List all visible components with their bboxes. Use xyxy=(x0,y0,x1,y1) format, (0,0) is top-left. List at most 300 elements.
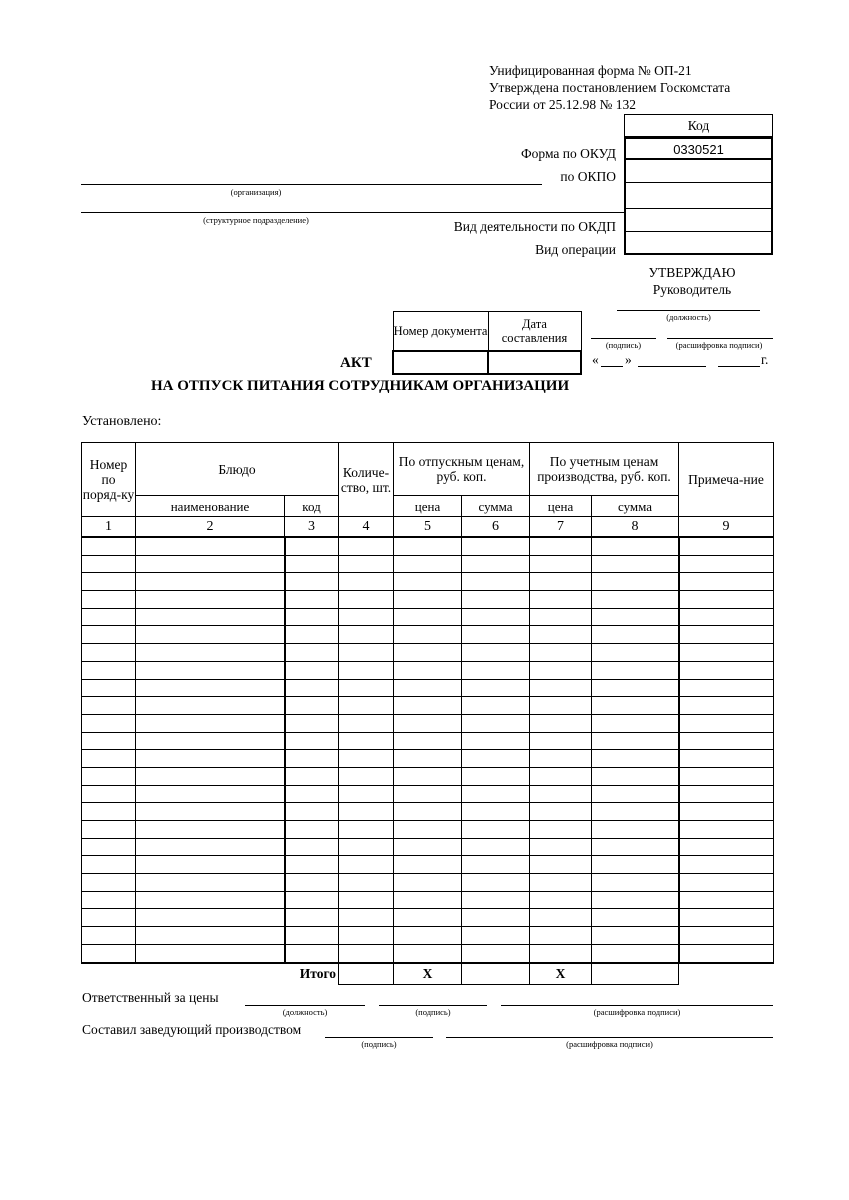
cell-quantity[interactable] xyxy=(339,767,394,785)
header-dish: Блюдо xyxy=(136,443,339,496)
table-row xyxy=(82,891,774,909)
cell-note[interactable] xyxy=(679,644,774,662)
document-number-field[interactable] xyxy=(393,351,488,374)
cell-note[interactable] xyxy=(679,803,774,821)
cell-note[interactable] xyxy=(679,838,774,856)
cell-release-sum[interactable] xyxy=(462,714,530,732)
quote-open: « xyxy=(592,352,599,367)
organization-line[interactable] xyxy=(81,184,542,185)
cell-row-number[interactable] xyxy=(82,608,136,626)
cell-release-price[interactable] xyxy=(394,573,462,591)
cell-release-sum[interactable] xyxy=(462,909,530,927)
cell-note[interactable] xyxy=(679,856,774,874)
code-box xyxy=(624,114,773,255)
cell-dish-name[interactable] xyxy=(136,626,285,644)
cell-quantity[interactable] xyxy=(339,732,394,750)
cell-quantity[interactable] xyxy=(339,714,394,732)
cell-release-price[interactable] xyxy=(394,838,462,856)
document-number-header: Номер документа xyxy=(393,312,488,352)
table-row xyxy=(82,591,774,609)
cell-accounting-price[interactable] xyxy=(530,714,592,732)
cell-quantity[interactable] xyxy=(339,909,394,927)
okdp-label: Вид деятельности по ОКДП xyxy=(453,219,616,234)
cell-release-sum[interactable] xyxy=(462,644,530,662)
cell-accounting-sum[interactable] xyxy=(592,573,679,591)
cell-dish-code[interactable] xyxy=(285,626,339,644)
cell-release-price[interactable] xyxy=(394,927,462,945)
cell-dish-name[interactable] xyxy=(136,767,285,785)
cell-accounting-sum[interactable] xyxy=(592,608,679,626)
cell-release-price[interactable] xyxy=(394,697,462,715)
cell-accounting-sum[interactable] xyxy=(592,555,679,573)
cell-accounting-sum[interactable] xyxy=(592,803,679,821)
act-title: АКТ xyxy=(340,355,372,371)
cell-row-number[interactable] xyxy=(82,927,136,945)
cell-accounting-sum[interactable] xyxy=(592,874,679,892)
organization-caption: (организация) xyxy=(230,187,282,197)
cell-row-number[interactable] xyxy=(82,874,136,892)
cell-accounting-price[interactable] xyxy=(530,573,592,591)
cell-dish-name[interactable] xyxy=(136,697,285,715)
cell-row-number[interactable] xyxy=(82,821,136,839)
cell-dish-name[interactable] xyxy=(136,537,285,555)
table-row xyxy=(82,732,774,750)
cell-dish-code[interactable] xyxy=(285,785,339,803)
header-dish-name: наименование xyxy=(136,496,285,517)
compiled-decode-line[interactable] xyxy=(446,1037,773,1038)
cell-accounting-sum[interactable] xyxy=(592,838,679,856)
cell-dish-name[interactable] xyxy=(136,838,285,856)
cell-accounting-sum[interactable] xyxy=(592,856,679,874)
cell-row-number[interactable] xyxy=(82,537,136,555)
cell-dish-code[interactable] xyxy=(285,573,339,591)
cell-accounting-price[interactable] xyxy=(530,591,592,609)
cell-dish-name[interactable] xyxy=(136,821,285,839)
cell-release-price[interactable] xyxy=(394,626,462,644)
cell-quantity[interactable] xyxy=(339,591,394,609)
cell-release-price[interactable] xyxy=(394,803,462,821)
cell-dish-name[interactable] xyxy=(136,874,285,892)
cell-dish-code[interactable] xyxy=(285,874,339,892)
table-row xyxy=(82,714,774,732)
cell-dish-code[interactable] xyxy=(285,767,339,785)
cell-release-price[interactable] xyxy=(394,661,462,679)
cell-quantity[interactable] xyxy=(339,573,394,591)
cell-note[interactable] xyxy=(679,555,774,573)
cell-dish-code[interactable] xyxy=(285,856,339,874)
cell-quantity[interactable] xyxy=(339,679,394,697)
column-number: 9 xyxy=(679,517,774,538)
cell-release-price[interactable] xyxy=(394,679,462,697)
cell-dish-name[interactable] xyxy=(136,714,285,732)
cell-dish-name[interactable] xyxy=(136,555,285,573)
approve-label: УТВЕРЖДАЮ xyxy=(648,265,736,280)
cell-release-price[interactable] xyxy=(394,555,462,573)
table-row xyxy=(82,856,774,874)
cell-release-price[interactable] xyxy=(394,732,462,750)
approve-month-line[interactable] xyxy=(638,366,706,367)
cell-accounting-sum[interactable] xyxy=(592,927,679,945)
head-decode-caption: (расшифровка подписи) xyxy=(675,340,763,350)
column-number: 5 xyxy=(394,517,462,538)
cell-accounting-sum[interactable] xyxy=(592,909,679,927)
compiled-decode-caption: (расшифровка подписи) xyxy=(566,1039,653,1049)
responsible-decode-caption: (расшифровка подписи) xyxy=(593,1007,681,1017)
cell-release-sum[interactable] xyxy=(462,537,530,555)
cell-accounting-price[interactable] xyxy=(530,944,592,962)
cell-note[interactable] xyxy=(679,697,774,715)
cell-dish-code[interactable] xyxy=(285,661,339,679)
cell-dish-name[interactable] xyxy=(136,944,285,962)
cell-quantity[interactable] xyxy=(339,838,394,856)
responsible-position-line[interactable] xyxy=(245,1005,365,1006)
cell-row-number[interactable] xyxy=(82,767,136,785)
cell-release-sum[interactable] xyxy=(462,679,530,697)
cell-release-price[interactable] xyxy=(394,821,462,839)
cell-row-number[interactable] xyxy=(82,661,136,679)
total-accounting-sum[interactable] xyxy=(592,963,679,985)
cell-accounting-sum[interactable] xyxy=(592,591,679,609)
cell-dish-code[interactable] xyxy=(285,732,339,750)
compiled-label: Составил заведующий производством xyxy=(82,1022,302,1037)
cell-note[interactable] xyxy=(679,714,774,732)
cell-quantity[interactable] xyxy=(339,874,394,892)
responsible-signature-caption: (подпись) xyxy=(415,1007,451,1017)
cell-quantity[interactable] xyxy=(339,697,394,715)
cell-accounting-price[interactable] xyxy=(530,750,592,768)
approve-year-line[interactable] xyxy=(718,366,760,367)
division-line[interactable] xyxy=(81,212,624,213)
cell-row-number[interactable] xyxy=(82,591,136,609)
cell-quantity[interactable] xyxy=(339,537,394,555)
total-release-sum[interactable] xyxy=(462,963,530,985)
cell-release-sum[interactable] xyxy=(462,750,530,768)
cell-quantity[interactable] xyxy=(339,644,394,662)
cell-accounting-price[interactable] xyxy=(530,927,592,945)
cell-release-sum[interactable] xyxy=(462,573,530,591)
cell-accounting-price[interactable] xyxy=(530,608,592,626)
cell-release-price[interactable] xyxy=(394,891,462,909)
cell-dish-code[interactable] xyxy=(285,803,339,821)
cell-release-sum[interactable] xyxy=(462,821,530,839)
cell-note[interactable] xyxy=(679,591,774,609)
cell-row-number[interactable] xyxy=(82,679,136,697)
head-decode-line[interactable] xyxy=(667,338,773,339)
compiled-signature-line[interactable] xyxy=(325,1037,433,1038)
cell-accounting-price[interactable] xyxy=(530,767,592,785)
responsible-signature-line[interactable] xyxy=(379,1005,487,1006)
cell-row-number[interactable] xyxy=(82,573,136,591)
cell-dish-code[interactable] xyxy=(285,537,339,555)
approve-day-line[interactable] xyxy=(601,366,623,367)
cell-dish-code[interactable] xyxy=(285,927,339,945)
table-row xyxy=(82,679,774,697)
cell-accounting-price[interactable] xyxy=(530,555,592,573)
cell-dish-code[interactable] xyxy=(285,591,339,609)
table-row xyxy=(82,874,774,892)
cell-row-number[interactable] xyxy=(82,803,136,821)
cell-accounting-sum[interactable] xyxy=(592,891,679,909)
cell-dish-name[interactable] xyxy=(136,732,285,750)
cell-row-number[interactable] xyxy=(82,714,136,732)
cell-quantity[interactable] xyxy=(339,944,394,962)
cell-note[interactable] xyxy=(679,626,774,644)
cell-dish-name[interactable] xyxy=(136,891,285,909)
cell-dish-code[interactable] xyxy=(285,821,339,839)
cell-release-price[interactable] xyxy=(394,944,462,962)
cell-dish-name[interactable] xyxy=(136,573,285,591)
cell-dish-code[interactable] xyxy=(285,714,339,732)
cell-release-sum[interactable] xyxy=(462,803,530,821)
column-number: 3 xyxy=(285,517,339,538)
cell-row-number[interactable] xyxy=(82,732,136,750)
header-quantity: Количе-ство, шт. xyxy=(339,443,394,517)
cell-note[interactable] xyxy=(679,608,774,626)
cell-dish-name[interactable] xyxy=(136,644,285,662)
cell-dish-code[interactable] xyxy=(285,944,339,962)
cell-release-sum[interactable] xyxy=(462,838,530,856)
cell-accounting-price[interactable] xyxy=(530,891,592,909)
cell-note[interactable] xyxy=(679,944,774,962)
cell-release-price[interactable] xyxy=(394,714,462,732)
cell-accounting-sum[interactable] xyxy=(592,750,679,768)
cell-note[interactable] xyxy=(679,537,774,555)
cell-dish-code[interactable] xyxy=(285,679,339,697)
cell-release-sum[interactable] xyxy=(462,697,530,715)
header-release-sum: сумма xyxy=(462,496,530,517)
cell-row-number[interactable] xyxy=(82,644,136,662)
cell-release-sum[interactable] xyxy=(462,944,530,962)
cell-accounting-price[interactable] xyxy=(530,785,592,803)
cell-quantity[interactable] xyxy=(339,856,394,874)
cell-note[interactable] xyxy=(679,573,774,591)
head-position-line[interactable] xyxy=(617,310,760,311)
cell-dish-name[interactable] xyxy=(136,591,285,609)
table-row xyxy=(82,785,774,803)
total-row xyxy=(82,963,774,985)
operation-code-field[interactable] xyxy=(624,232,773,255)
cell-quantity[interactable] xyxy=(339,803,394,821)
cell-note[interactable] xyxy=(679,679,774,697)
header-release-price: цена xyxy=(394,496,462,517)
table-row xyxy=(82,626,774,644)
cell-accounting-sum[interactable] xyxy=(592,714,679,732)
cell-accounting-sum[interactable] xyxy=(592,732,679,750)
okdp-code-field[interactable] xyxy=(624,209,773,232)
cell-release-price[interactable] xyxy=(394,874,462,892)
cell-row-number[interactable] xyxy=(82,697,136,715)
cell-quantity[interactable] xyxy=(339,821,394,839)
document-date-field[interactable] xyxy=(488,351,581,374)
cell-accounting-price[interactable] xyxy=(530,803,592,821)
column-number: 2 xyxy=(136,517,285,538)
cell-note[interactable] xyxy=(679,821,774,839)
cell-dish-name[interactable] xyxy=(136,661,285,679)
cell-accounting-sum[interactable] xyxy=(592,626,679,644)
form-approval-date-line: России от 25.12.98 № 132 xyxy=(489,97,637,112)
responsible-label: Ответственный за цены xyxy=(82,990,219,1005)
cell-dish-code[interactable] xyxy=(285,838,339,856)
cell-accounting-price[interactable] xyxy=(530,874,592,892)
form-number-line: Унифицированная форма № ОП-21 xyxy=(489,63,692,78)
header-release-prices: По отпускным ценам, руб. коп. xyxy=(394,443,530,496)
table-row xyxy=(82,944,774,962)
cell-release-price[interactable] xyxy=(394,767,462,785)
cell-quantity[interactable] xyxy=(339,661,394,679)
cell-dish-name[interactable] xyxy=(136,608,285,626)
year-suffix: г. xyxy=(761,352,769,367)
head-signature-line[interactable] xyxy=(591,338,656,339)
total-spacer xyxy=(82,963,136,985)
cell-note[interactable] xyxy=(679,767,774,785)
cell-release-sum[interactable] xyxy=(462,661,530,679)
cell-dish-code[interactable] xyxy=(285,608,339,626)
document-number-table xyxy=(392,311,582,375)
cell-dish-code[interactable] xyxy=(285,697,339,715)
cell-release-price[interactable] xyxy=(394,856,462,874)
cell-accounting-sum[interactable] xyxy=(592,767,679,785)
cell-dish-name[interactable] xyxy=(136,750,285,768)
operation-label: Вид операции xyxy=(535,242,616,257)
cell-accounting-sum[interactable] xyxy=(592,679,679,697)
cell-quantity[interactable] xyxy=(339,626,394,644)
cell-dish-code[interactable] xyxy=(285,891,339,909)
cell-row-number[interactable] xyxy=(82,555,136,573)
cell-dish-code[interactable] xyxy=(285,555,339,573)
cell-release-price[interactable] xyxy=(394,537,462,555)
cell-release-sum[interactable] xyxy=(462,891,530,909)
cell-dish-name[interactable] xyxy=(136,785,285,803)
cell-row-number[interactable] xyxy=(82,626,136,644)
cell-note[interactable] xyxy=(679,732,774,750)
cell-accounting-price[interactable] xyxy=(530,909,592,927)
cell-accounting-price[interactable] xyxy=(530,856,592,874)
cell-note[interactable] xyxy=(679,785,774,803)
okud-label: Форма по ОКУД xyxy=(520,146,616,161)
cell-accounting-sum[interactable] xyxy=(592,644,679,662)
cell-accounting-price[interactable] xyxy=(530,732,592,750)
total-spacer xyxy=(679,963,774,985)
cell-release-sum[interactable] xyxy=(462,874,530,892)
head-signature-caption: (подпись) xyxy=(605,340,642,350)
cell-note[interactable] xyxy=(679,927,774,945)
responsible-decode-line[interactable] xyxy=(501,1005,773,1006)
cell-release-sum[interactable] xyxy=(462,927,530,945)
total-accounting-price-x: X xyxy=(530,963,592,985)
cell-accounting-sum[interactable] xyxy=(592,697,679,715)
cell-quantity[interactable] xyxy=(339,785,394,803)
cell-accounting-sum[interactable] xyxy=(592,821,679,839)
cell-accounting-price[interactable] xyxy=(530,697,592,715)
blank-code-field[interactable] xyxy=(624,183,773,209)
cell-accounting-sum[interactable] xyxy=(592,537,679,555)
cell-accounting-sum[interactable] xyxy=(592,785,679,803)
cell-release-price[interactable] xyxy=(394,644,462,662)
cell-quantity[interactable] xyxy=(339,750,394,768)
cell-quantity[interactable] xyxy=(339,891,394,909)
cell-release-sum[interactable] xyxy=(462,856,530,874)
cell-release-sum[interactable] xyxy=(462,608,530,626)
cell-note[interactable] xyxy=(679,874,774,892)
cell-release-price[interactable] xyxy=(394,608,462,626)
table-row xyxy=(82,537,774,555)
table-row xyxy=(82,661,774,679)
head-label: Руководитель xyxy=(652,282,732,297)
total-spacer xyxy=(136,963,285,985)
cell-dish-code[interactable] xyxy=(285,909,339,927)
header-note: Примеча-ние xyxy=(679,443,774,517)
cell-dish-name[interactable] xyxy=(136,909,285,927)
cell-row-number[interactable] xyxy=(82,891,136,909)
cell-accounting-price[interactable] xyxy=(530,537,592,555)
table-row xyxy=(82,573,774,591)
cell-dish-name[interactable] xyxy=(136,803,285,821)
cell-release-sum[interactable] xyxy=(462,591,530,609)
cell-release-price[interactable] xyxy=(394,909,462,927)
cell-dish-code[interactable] xyxy=(285,750,339,768)
cell-quantity[interactable] xyxy=(339,608,394,626)
cell-accounting-sum[interactable] xyxy=(592,661,679,679)
table-row xyxy=(82,767,774,785)
table-row xyxy=(82,909,774,927)
cell-row-number[interactable] xyxy=(82,944,136,962)
cell-note[interactable] xyxy=(679,661,774,679)
cell-accounting-price[interactable] xyxy=(530,661,592,679)
cell-release-sum[interactable] xyxy=(462,555,530,573)
cell-row-number[interactable] xyxy=(82,856,136,874)
cell-accounting-price[interactable] xyxy=(530,821,592,839)
cell-accounting-price[interactable] xyxy=(530,626,592,644)
cell-row-number[interactable] xyxy=(82,785,136,803)
cell-quantity[interactable] xyxy=(339,927,394,945)
cell-dish-name[interactable] xyxy=(136,927,285,945)
okud-code-field[interactable]: 0330521 xyxy=(624,137,773,160)
total-quantity[interactable] xyxy=(339,963,394,985)
column-number: 7 xyxy=(530,517,592,538)
cell-quantity[interactable] xyxy=(339,555,394,573)
meals-table xyxy=(81,442,774,985)
cell-release-sum[interactable] xyxy=(462,732,530,750)
cell-row-number[interactable] xyxy=(82,909,136,927)
table-row xyxy=(82,927,774,945)
cell-release-price[interactable] xyxy=(394,785,462,803)
cell-release-sum[interactable] xyxy=(462,626,530,644)
table-row xyxy=(82,644,774,662)
cell-note[interactable] xyxy=(679,750,774,768)
cell-dish-name[interactable] xyxy=(136,679,285,697)
cell-dish-code[interactable] xyxy=(285,644,339,662)
cell-note[interactable] xyxy=(679,909,774,927)
cell-accounting-price[interactable] xyxy=(530,644,592,662)
column-number: 6 xyxy=(462,517,530,538)
cell-dish-name[interactable] xyxy=(136,856,285,874)
division-caption: (структурное подразделение) xyxy=(203,215,309,225)
okpo-code-field[interactable] xyxy=(624,160,773,183)
established-label: Установлено: xyxy=(82,414,162,429)
table-row xyxy=(82,697,774,715)
cell-note[interactable] xyxy=(679,891,774,909)
responsible-position-caption: (должность) xyxy=(282,1007,328,1017)
cell-accounting-price[interactable] xyxy=(530,838,592,856)
cell-accounting-price[interactable] xyxy=(530,679,592,697)
cell-release-price[interactable] xyxy=(394,750,462,768)
cell-release-sum[interactable] xyxy=(462,767,530,785)
cell-row-number[interactable] xyxy=(82,838,136,856)
cell-release-sum[interactable] xyxy=(462,785,530,803)
cell-row-number[interactable] xyxy=(82,750,136,768)
cell-accounting-sum[interactable] xyxy=(592,944,679,962)
cell-release-price[interactable] xyxy=(394,591,462,609)
